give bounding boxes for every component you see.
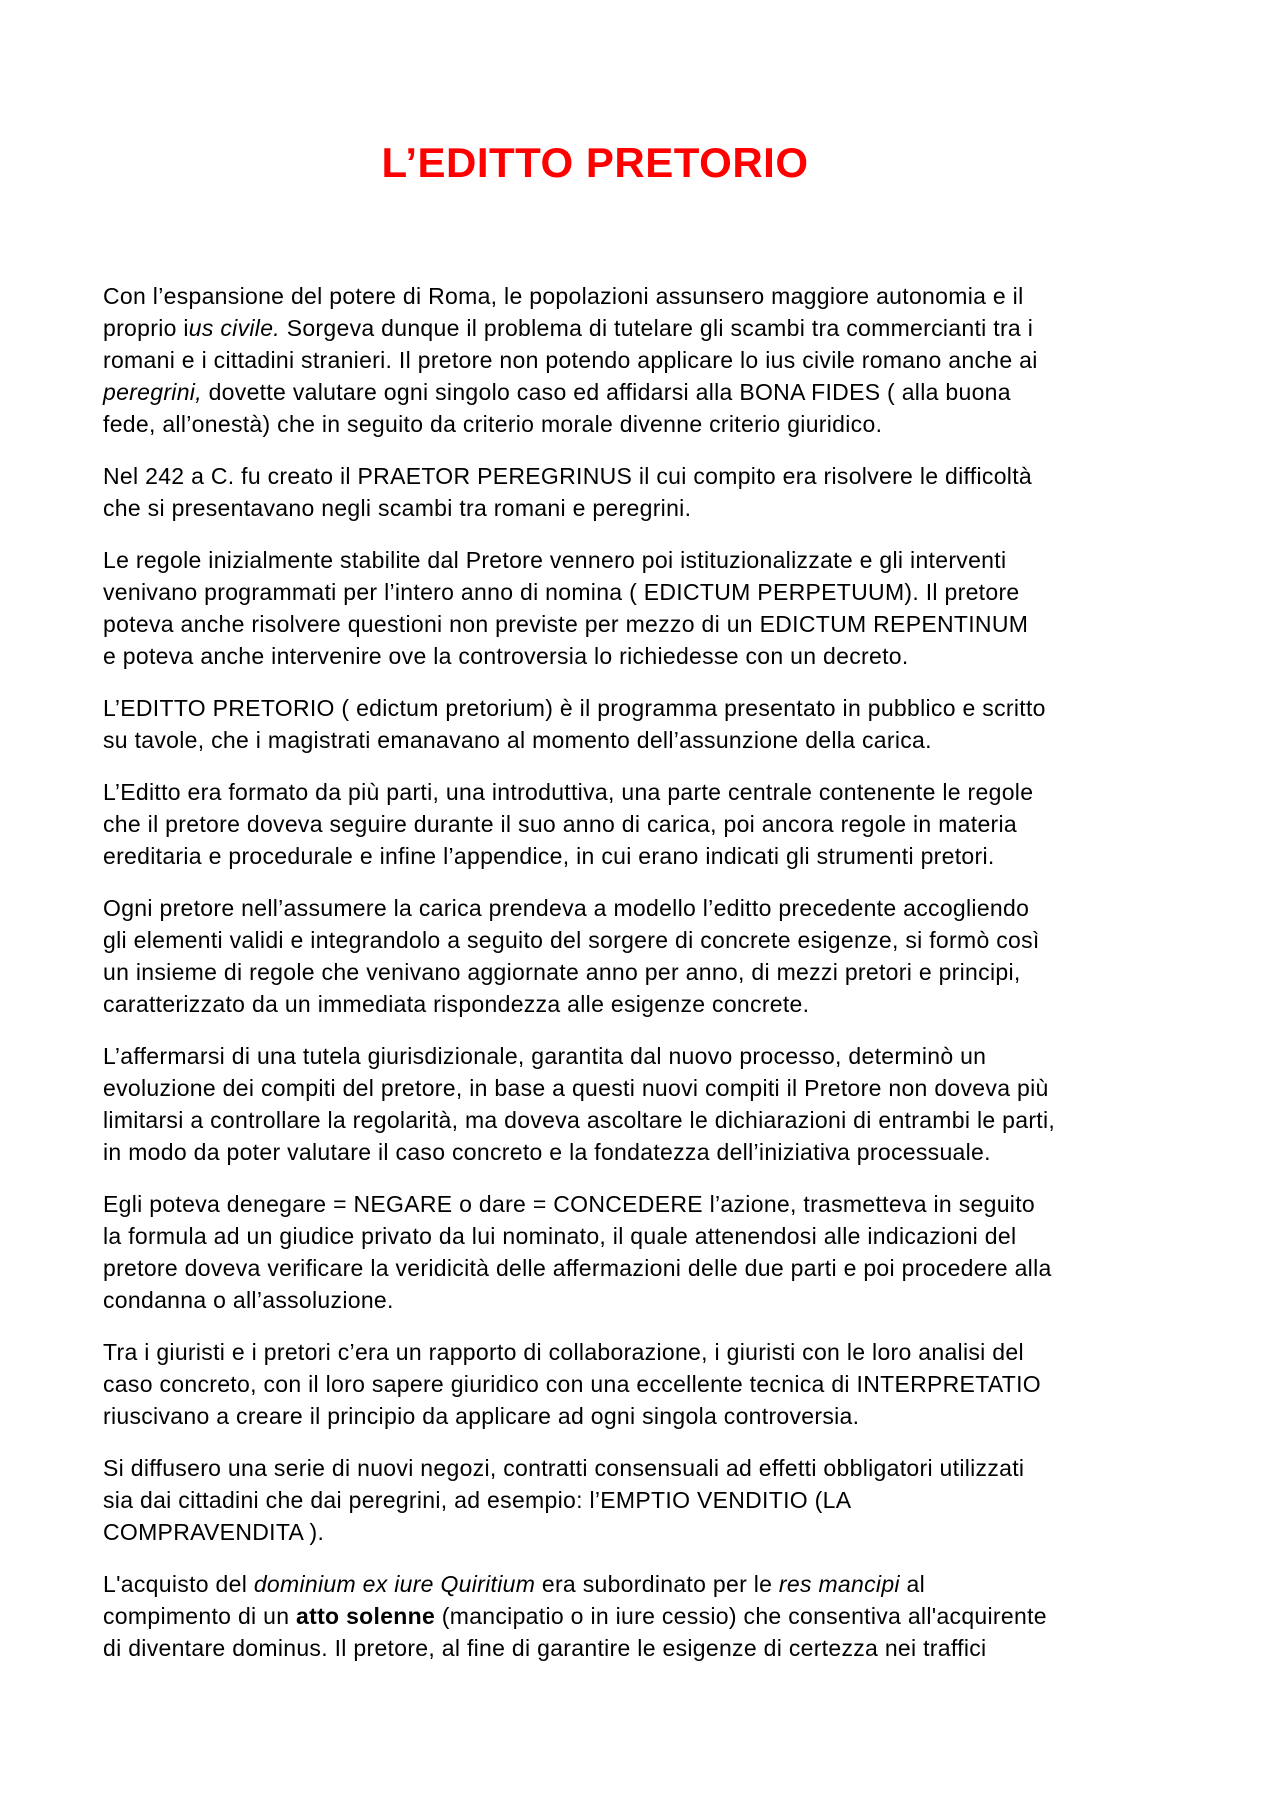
text-run: caratterizzato da un immediata rispondezza alle esigenze concrete. — [103, 991, 810, 1017]
text-line — [103, 924, 1185, 956]
text-run: Con l’espansione del potere di Roma, le popolazioni assunsero maggiore autonomia e il — [103, 283, 1024, 309]
text-run: Sorgeva dunque il problema di tutelare gli scambi tra commercianti tra i — [280, 315, 1034, 341]
paragraph — [103, 692, 1185, 756]
text-line — [103, 492, 1185, 524]
text-line — [103, 1600, 1185, 1632]
paragraph — [103, 1336, 1185, 1432]
text-run: Tra i giuristi e i pretori c’era un rapporto di collaborazione, i giuristi con le loro analisi del — [103, 1339, 1024, 1365]
text-run: COMPRAVENDITA ). — [103, 1519, 325, 1545]
text-line — [103, 1072, 1185, 1104]
text-run: (mancipatio o in iure cessio) che consentiva all'acquirente — [435, 1603, 1047, 1629]
text-line — [103, 1568, 1185, 1600]
text-run: riuscivano a creare il principio da applicare ad ogni singola controversia. — [103, 1403, 860, 1429]
text-run: caso concreto, con il loro sapere giuridico con una eccellente tecnica di INTERPRETATIO — [103, 1371, 1042, 1397]
text-line — [103, 1484, 1185, 1516]
text-line — [103, 1188, 1185, 1220]
paragraph — [103, 1188, 1185, 1316]
text-line — [103, 544, 1185, 576]
document-body — [103, 280, 1185, 1664]
text-line — [103, 1516, 1185, 1548]
text-line — [103, 1136, 1185, 1168]
text-line — [103, 460, 1185, 492]
text-run: venivano programmati per l’intero anno di nomina ( EDICTUM PERPETUUM). Il pretore — [103, 579, 1020, 605]
paragraph — [103, 1568, 1185, 1664]
text-line — [103, 576, 1185, 608]
text-run: la formula ad un giudice privato da lui nominato, il quale attenendosi alle indicazioni del — [103, 1223, 1017, 1249]
text-line — [103, 776, 1185, 808]
text-run: in modo da poter valutare il caso concreto e la fondatezza dell’iniziativa processuale. — [103, 1139, 991, 1165]
text-run: peregrini, — [103, 379, 202, 405]
paragraph — [103, 280, 1185, 440]
text-line — [103, 376, 1185, 408]
text-run: un insieme di regole che venivano aggiornate anno per anno, di mezzi pretori e principi, — [103, 959, 1021, 985]
text-line — [103, 1336, 1185, 1368]
text-line — [103, 608, 1185, 640]
text-run: dovette valutare ogni singolo caso ed affidarsi alla BONA FIDES ( alla buona — [201, 379, 1011, 405]
text-line — [103, 1632, 1185, 1664]
text-line — [103, 1104, 1185, 1136]
text-run: Si diffusero una serie di nuovi negozi, contratti consensuali ad effetti obbligatori utilizzati — [103, 1455, 1025, 1481]
text-run: L'acquisto del — [103, 1571, 254, 1597]
text-run: romani e i cittadini stranieri. Il pretore non potendo applicare lo ius civile romano anche ai — [103, 347, 1038, 373]
paragraph — [103, 460, 1185, 524]
text-run: e poteva anche intervenire ove la controversia lo richiedesse con un decreto. — [103, 643, 909, 669]
text-run: L’Editto era formato da più parti, una introduttiva, una parte centrale contenente le regole — [103, 779, 1034, 805]
text-run: atto solenne — [296, 1603, 436, 1629]
text-run: gli elementi validi e integrandolo a seguito del sorgere di concrete esigenze, si formò così — [103, 927, 1040, 953]
text-run: us civile. — [188, 315, 280, 341]
page-title: L’EDITTO PRETORIO — [381, 139, 809, 186]
text-line — [103, 1040, 1185, 1072]
text-line — [103, 840, 1185, 872]
text-run: dominium ex iure Quiritium — [253, 1571, 536, 1597]
text-run: Le regole inizialmente stabilite dal Pretore vennero poi istituzionalizzate e gli interventi — [103, 547, 1007, 573]
text-run: compimento di un — [103, 1603, 297, 1629]
text-run: proprio i — [103, 315, 189, 341]
text-run: L’EDITTO PRETORIO ( edictum pretorium) è il programma presentato in pubblico e scritto — [103, 695, 1046, 721]
text-run: che il pretore doveva seguire durante il suo anno di carica, poi ancora regole in materia — [103, 811, 1017, 837]
text-run: pretore doveva verificare la veridicità delle affermazioni delle due parti e poi procedere alla — [103, 1255, 1052, 1281]
text-run: evoluzione dei compiti del pretore, in base a questi nuovi compiti il Pretore non doveva più — [103, 1075, 1049, 1101]
paragraph — [103, 1040, 1185, 1168]
text-line — [103, 640, 1185, 672]
text-run: limitarsi a controllare la regolarità, ma doveva ascoltare le dichiarazioni di entrambi le parti, — [103, 1107, 1056, 1133]
text-line — [103, 808, 1185, 840]
text-run: res mancipi — [778, 1571, 900, 1597]
paragraph — [103, 892, 1185, 1020]
text-line — [103, 344, 1185, 376]
text-line — [103, 692, 1185, 724]
text-run: Egli poteva denegare = NEGARE o dare = CONCEDERE l’azione, trasmetteva in seguito — [103, 1191, 1035, 1217]
paragraph — [103, 544, 1185, 672]
text-line — [103, 1252, 1185, 1284]
text-line — [103, 956, 1185, 988]
text-run: Ogni pretore nell’assumere la carica prendeva a modello l’editto precedente accogliendo — [103, 895, 1030, 921]
text-run: L’affermarsi di una tutela giurisdizionale, garantita dal nuovo processo, determinò un — [103, 1043, 987, 1069]
text-run: al — [899, 1571, 926, 1597]
text-run: Nel 242 a C. fu creato il PRAETOR PEREGRINUS il cui compito era risolvere le difficoltà — [103, 463, 1032, 489]
text-line — [103, 280, 1185, 312]
text-line — [103, 312, 1185, 344]
text-run: condanna o all’assoluzione. — [103, 1287, 394, 1313]
text-line — [103, 1452, 1185, 1484]
text-run: poteva anche risolvere questioni non previste per mezzo di un EDICTUM REPENTINUM — [103, 611, 1029, 637]
text-line — [103, 892, 1185, 924]
text-run: ereditaria e procedurale e infine l’appendice, in cui erano indicati gli strumenti pretori. — [103, 843, 995, 869]
text-line — [103, 1220, 1185, 1252]
text-run: sia dai cittadini che dai peregrini, ad esempio: l’EMPTIO VENDITIO (LA — [103, 1487, 852, 1513]
text-line — [103, 1400, 1185, 1432]
text-line — [103, 1368, 1185, 1400]
text-run: che si presentavano negli scambi tra romani e peregrini. — [103, 495, 692, 521]
text-run: era subordinato per le — [535, 1571, 779, 1597]
text-line — [103, 1284, 1185, 1316]
text-line — [103, 724, 1185, 756]
text-line — [103, 988, 1185, 1020]
text-run: di diventare dominus. Il pretore, al fine di garantire le esigenze di certezza nei traffici — [103, 1635, 987, 1661]
paragraph — [103, 1452, 1185, 1548]
text-line — [103, 408, 1185, 440]
text-run: su tavole, che i magistrati emanavano al momento dell’assunzione della carica. — [103, 727, 932, 753]
paragraph — [103, 776, 1185, 872]
text-run: fede, all’onestà) che in seguito da criterio morale divenne criterio giuridico. — [103, 411, 883, 437]
